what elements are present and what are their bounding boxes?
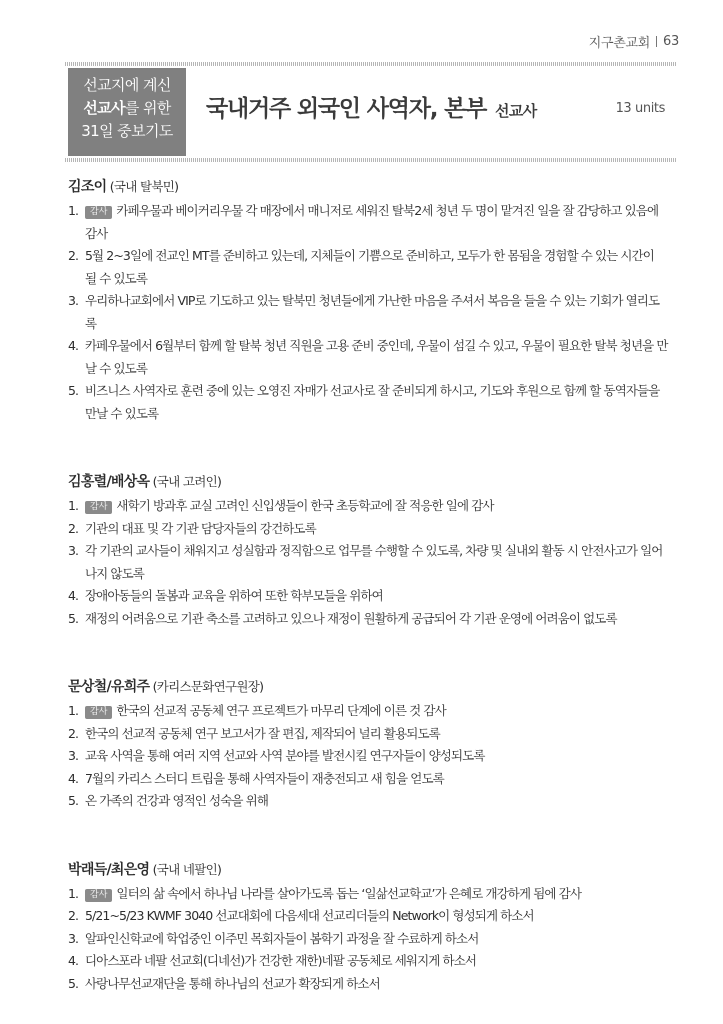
item-text: 장애아동들의 돌봄과 교육을 위하여 또한 학부모들을 위하여: [85, 588, 383, 603]
item-text: 한국의 선교적 공동체 연구 프로젝트가 마무리 단계에 이른 것 감사: [116, 703, 446, 718]
item-number: 2.: [68, 248, 79, 263]
item-text: 카페우물에서 6월부터 함께 할 탈북 청년 직원을 고용 준비 중인데, 우물이 섬길 수 있고, 우물이 필요한 탈북 청년을 만날 수 있도록: [85, 338, 668, 376]
missionary-name: 김홍렬/배상옥: [68, 474, 150, 490]
item-text: 5/21~5/23 KWMF 3040 선교대회에 다음세대 선교리더들의 Network이 형성되게 하소서: [85, 908, 534, 923]
item-number: 5.: [68, 383, 79, 398]
thanks-badge: 감사: [85, 889, 112, 902]
missionary-name: 문상철/유희주: [68, 679, 150, 695]
item-number: 3.: [68, 543, 79, 558]
page-title-main: 국내거주 외국인 사역자, 본부: [206, 96, 487, 122]
item-number: 5.: [68, 610, 79, 626]
prayer-item: [68, 518, 668, 541]
item-text: 사랑나무선교재단을 통해 하나님의 선교가 확장되게 하소서: [85, 975, 380, 991]
prayer-section: [68, 472, 668, 630]
item-text: 비즈니스 사역자로 훈련 중에 있는 오영진 자매가 선교사로 잘 준비되게 하시고, 기도와 후원으로 함께 할 동역자들을 만날 수 있도록: [85, 383, 660, 421]
prayer-item: [68, 290, 668, 335]
label-line-1: 선교지에 계신: [83, 76, 171, 94]
item-number: 5.: [68, 793, 79, 808]
prayer-item: [68, 380, 668, 425]
prayer-item: [68, 540, 668, 585]
prayer-list: [68, 495, 668, 630]
item-number: 4.: [68, 953, 79, 968]
running-header-title: 지구촌교회: [588, 36, 651, 51]
item-number: 3.: [68, 930, 79, 946]
item-text: 재정의 어려움으로 기관 축소를 고려하고 있으나 재정이 원활하게 공급되어 각 기관 운영에 어려움이 없도록: [85, 610, 617, 626]
prayer-item: [68, 768, 668, 791]
item-number: 1.: [68, 885, 79, 901]
item-number: 2.: [68, 520, 79, 536]
item-text: 우리하나교회에서 VIP로 기도하고 있는 탈북민 청년들에게 가난한 마음을 주셔서 복음을 들을 수 있는 기회가 열리도록: [85, 293, 660, 331]
prayer-item: [68, 245, 668, 290]
item-number: 2.: [68, 725, 79, 741]
prayer-item: [68, 700, 668, 723]
item-text: 기관의 대표 및 각 기관 담당자들의 강건하도록: [85, 520, 316, 536]
running-header: [589, 32, 679, 51]
section-heading: [68, 177, 668, 197]
prayer-item: [68, 495, 668, 518]
prayer-item: [68, 608, 668, 631]
running-header-divider: [656, 36, 657, 47]
prayer-item: [68, 973, 668, 996]
item-number: 5.: [68, 975, 79, 991]
item-text: 한국의 선교적 공동체 연구 보고서가 잘 편집, 제작되어 널리 활용되도록: [85, 725, 440, 741]
page-title-subtitle: 선교사: [495, 102, 537, 120]
mission-field-note: (국내 고려인): [149, 474, 222, 489]
page-number: 63: [663, 34, 679, 49]
prayer-list: [68, 200, 668, 425]
item-number: 4.: [68, 338, 79, 353]
prayer-item: [68, 585, 668, 608]
item-text: 5월 2~3일에 전교인 MT를 준비하고 있는데, 지체들이 기쁨으로 준비하고, 모두가 한 몸됨을 경험할 수 있는 시간이 될 수 있도록: [85, 248, 654, 286]
item-text: 디아스포라 네팔 선교회(디네선)가 건강한 재한)네팔 공동체로 세워지게 하소서: [85, 953, 477, 968]
label-line-2-bold: 선교사: [83, 99, 125, 117]
section-heading: [68, 677, 668, 697]
item-text: 일터의 삶 속에서 하나님 나라를 살아가도록 돕는 ‘일삶선교학교’가 은혜로 개강하게 됨에 감사: [116, 885, 581, 901]
bottom-dotted-rule: [65, 158, 677, 162]
mission-field-note: (국내 탈북민): [106, 179, 179, 194]
item-text: 온 가족의 건강과 영적인 성숙을 위해: [85, 793, 268, 808]
item-number: 4.: [68, 770, 79, 786]
item-number: 1.: [68, 203, 79, 218]
prayer-item: [68, 950, 668, 973]
item-text: 알파인신학교에 학업중인 이주민 목회자들이 봄학기 과정을 잘 수료하게 하소서: [85, 930, 479, 946]
thanks-badge: 감사: [85, 706, 112, 719]
item-text: 카페우물과 베이커리우물 각 매장에서 매니저로 세워진 탈북2세 청년 두 명이 맡겨진 일을 잘 감당하고 있음에 감사: [85, 203, 659, 241]
item-number: 4.: [68, 588, 79, 603]
label-line-3: 31일 중보기도: [81, 122, 173, 140]
prayer-section: [68, 677, 668, 813]
section-heading: [68, 472, 668, 492]
units-count: 13 units: [615, 101, 665, 116]
prayer-item: [68, 928, 668, 951]
prayer-item: [68, 790, 668, 813]
label-line-2-rest: 를 위한: [124, 99, 171, 117]
item-number: 2.: [68, 908, 79, 923]
prayer-item: [68, 905, 668, 928]
missionary-name: 박래득/최은영: [68, 861, 150, 878]
prayer-sections: [68, 177, 668, 995]
prayer-list: [68, 883, 668, 996]
prayer-item: [68, 883, 668, 906]
section-heading: [68, 860, 668, 880]
item-text: 새학기 방과후 교실 고려인 신입생들이 한국 초등학교에 잘 적응한 일에 감사: [116, 498, 494, 513]
category-label-box: [68, 68, 186, 156]
thanks-badge: 감사: [85, 206, 112, 219]
prayer-item: [68, 335, 668, 380]
prayer-item: [68, 723, 668, 746]
label-line-2: [68, 97, 186, 120]
top-dotted-rule: [65, 62, 677, 66]
prayer-item: [68, 745, 668, 768]
item-number: 3.: [68, 293, 79, 308]
prayer-list: [68, 700, 668, 813]
item-number: 1.: [68, 703, 79, 718]
item-text: 7월의 카리스 스터디 트립을 통해 사역자들이 재충전되고 새 힘을 얻도록: [85, 770, 444, 786]
thanks-badge: 감사: [85, 501, 112, 514]
prayer-section: [68, 177, 668, 425]
item-text: 각 기관의 교사들이 채워지고 성실함과 정직함으로 업무를 수행할 수 있도록, 차량 및 실내외 활동 시 안전사고가 일어나지 않도록: [85, 543, 663, 581]
page-title: [206, 90, 537, 123]
prayer-section: [68, 860, 668, 996]
item-number: 1.: [68, 498, 79, 513]
item-text: 교육 사역을 통해 여러 지역 선교와 사역 분야를 발전시킬 연구자들이 양성되도록: [85, 748, 485, 763]
item-number: 3.: [68, 748, 79, 763]
missionary-name: 김조이: [68, 179, 107, 195]
mission-field-note: (국내 네팔인): [149, 861, 222, 877]
prayer-item: [68, 200, 668, 245]
mission-field-note: (카리스문화연구원장): [149, 679, 264, 694]
